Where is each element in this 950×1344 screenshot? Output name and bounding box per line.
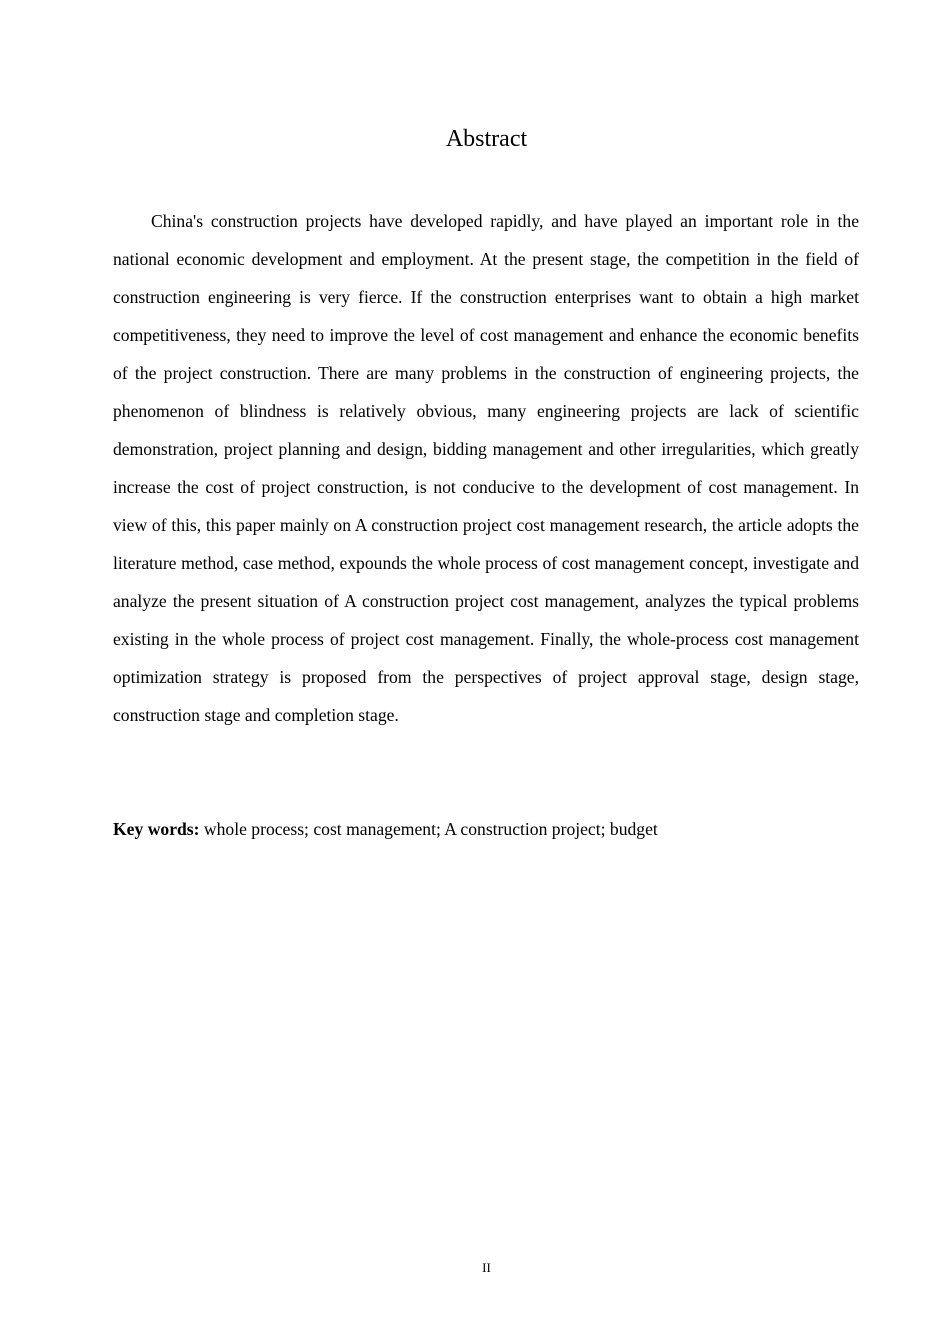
abstract-body: China's construction projects have developed rapidly, and have played an important role in the national economic development and employment. At the present stage, the competition in the field of construction engineering is very fierce. If the construction enterprises want to obtain a high market competitiveness, they need to improve the level of cost management and enhance the economic benefits of the project construction. There are many problems in the construction of engineering projects, the phenomenon of blindness is relatively obvious, many engineering projects are lack of scientific demonstration, project planning and design, bidding management and other irregularities, which greatly increase the cost of project construction, is not conducive to the development of cost management. In view of this, this paper mainly on A construction project cost management research, the article adopts the literature method, case method, expounds the whole process of cost management concept, investigate and analyze the present situation of A construction project cost management, analyzes the typical problems existing in the whole process of project cost management. Finally, the whole-process cost management optimization strategy is proposed from the perspectives of project approval stage, design stage, construction stage and completion stage. xyxy=(113,211,859,725)
page-number: II xyxy=(482,1260,491,1275)
keywords-label: Key words: xyxy=(113,819,200,839)
abstract-title: Abstract xyxy=(445,126,528,152)
keywords-line xyxy=(113,812,859,846)
keywords-text: whole process; cost management; A construction project; budget xyxy=(199,819,658,839)
